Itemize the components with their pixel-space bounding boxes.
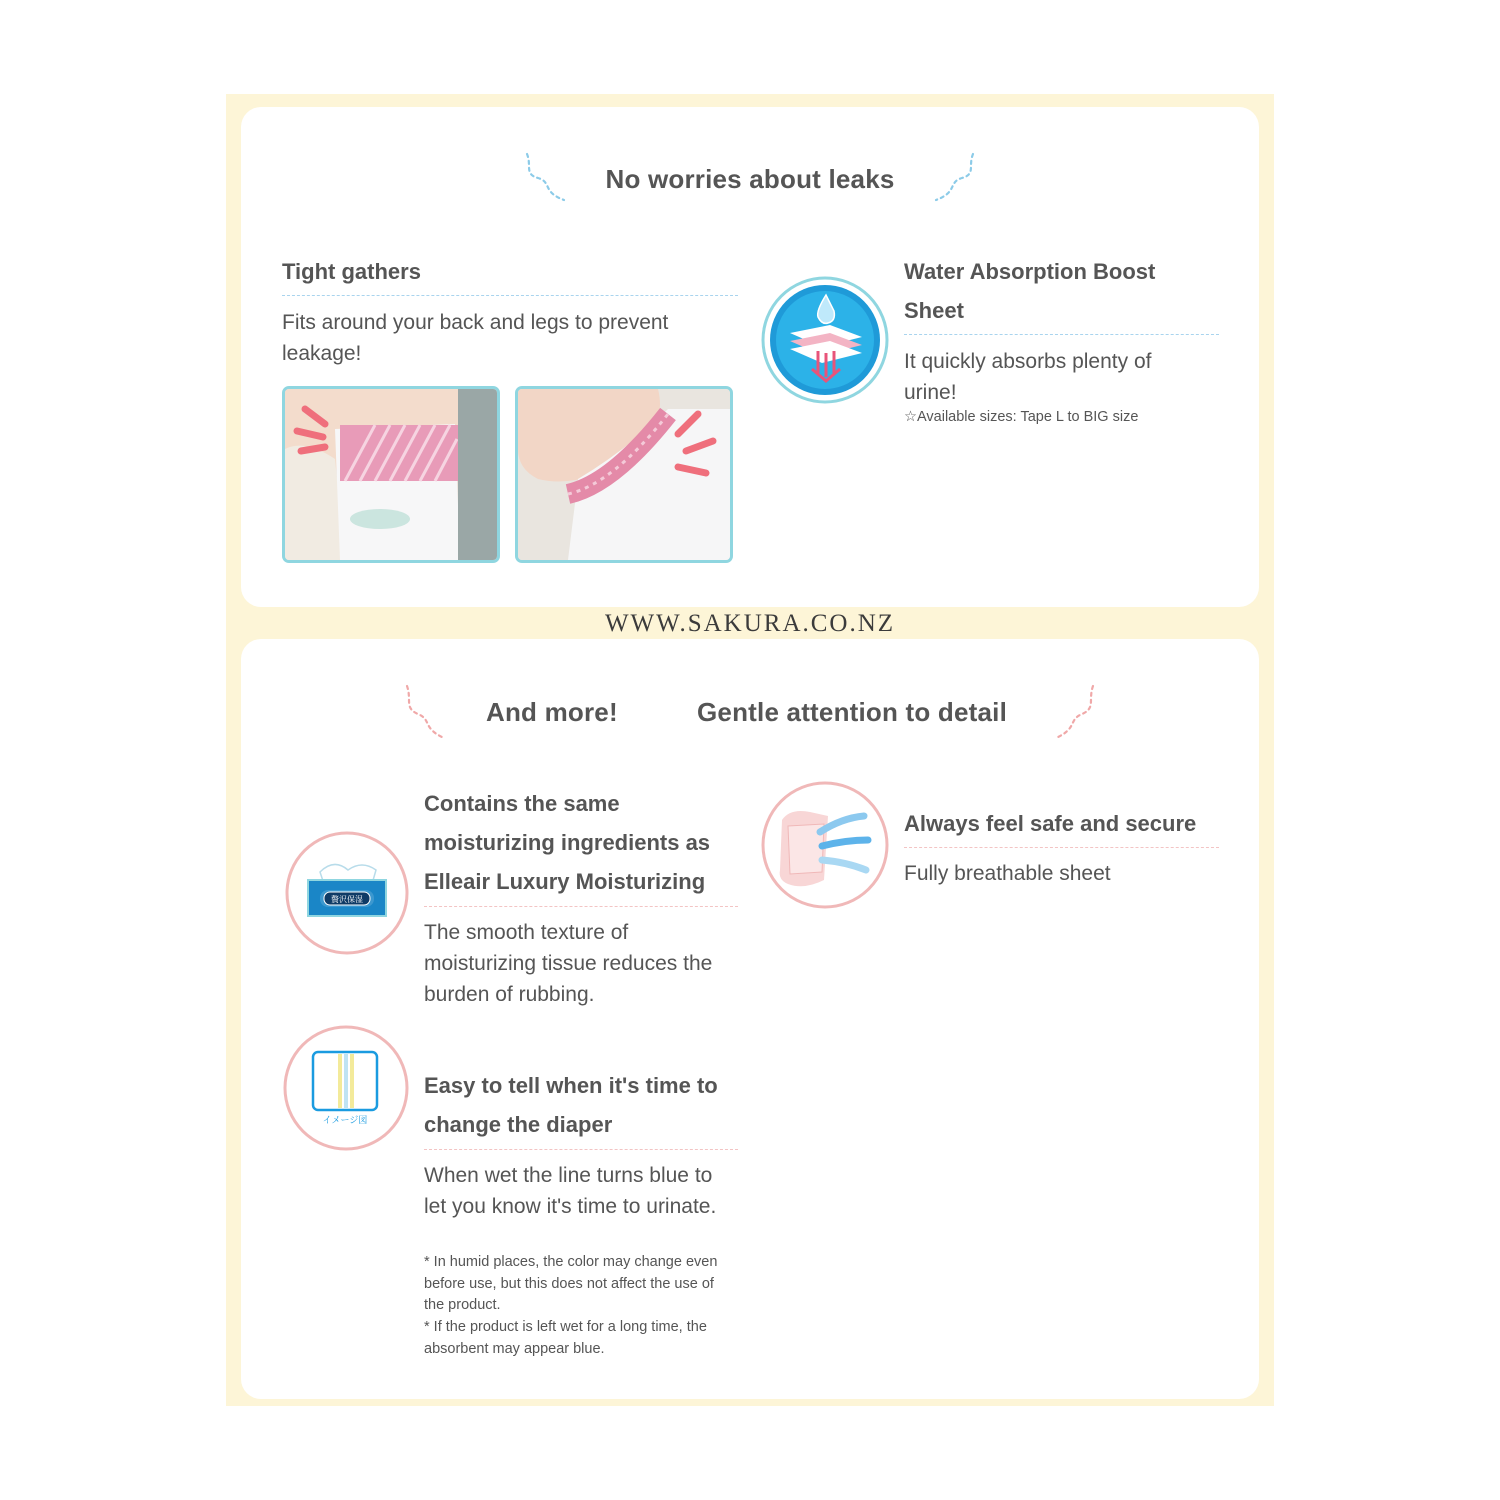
pink-squiggle-left-icon [402, 684, 450, 742]
divider [904, 847, 1219, 848]
section-title-and-more: And more! [486, 697, 618, 727]
section-title-leaks: No worries about leaks [605, 164, 895, 194]
wetness-indicator-icon [282, 1024, 410, 1152]
divider [904, 334, 1219, 335]
section-title-gentle-detail: Gentle attention to detail [697, 697, 1007, 727]
pink-squiggle-right-icon [1050, 684, 1098, 742]
feature-desc-tight-gathers: Fits around your back and legs to prevent leakage! [282, 311, 669, 365]
feature-title-moisturizing-1: Contains the same [424, 791, 620, 816]
indicator-caption: イメージ図 [322, 1116, 368, 1126]
diaper-back-photo [282, 386, 500, 563]
feature-desc-safe-secure: Fully breathable sheet [904, 862, 1111, 885]
tissue-box-icon [284, 830, 410, 956]
feature-title-water-absorption-line1: Water Absorption Boost [904, 259, 1156, 284]
feature-title-water-absorption-line2: Sheet [904, 298, 964, 323]
divider [282, 295, 738, 296]
indicator-note-humid: * In humid places, the color may change even before use, but this does not affect the use of the product. [424, 1254, 718, 1313]
feature-title-indicator-1: Easy to tell when it's time to [424, 1073, 718, 1098]
details-section-card [241, 639, 1259, 1399]
divider [424, 1149, 738, 1150]
available-sizes-note: ☆Available sizes: Tape L to BIG size [904, 409, 1139, 425]
feature-title-safe-secure: Always feel safe and secure [904, 811, 1197, 836]
feature-desc-indicator: When wet the line turns blue to let you know it's time to urinate. [424, 1164, 717, 1218]
sakura-watermark: WWW.SAKURA.CO.NZ [604, 610, 896, 637]
indicator-note-wet: * If the product is left wet for a long time, the absorbent may appear blue. [424, 1319, 707, 1357]
diaper-leg-photo [515, 386, 733, 563]
tissue-box-label: 贅沢保湿 [331, 895, 363, 904]
breathable-sheet-icon [760, 780, 890, 910]
feature-title-moisturizing-2: moisturizing ingredients as [424, 830, 711, 855]
feature-desc-moisturizing: The smooth texture of moisturizing tissue reduces the burden of rubbing. [424, 921, 713, 1006]
absorption-sheet-icon [760, 275, 890, 405]
feature-title-indicator-2: change the diaper [424, 1112, 613, 1137]
divider [424, 906, 738, 907]
feature-desc-water-absorption: It quickly absorbs plenty of urine! [904, 350, 1152, 404]
feature-title-tight-gathers: Tight gathers [282, 259, 421, 284]
feature-title-moisturizing-3: Elleair Luxury Moisturizing [424, 869, 706, 894]
